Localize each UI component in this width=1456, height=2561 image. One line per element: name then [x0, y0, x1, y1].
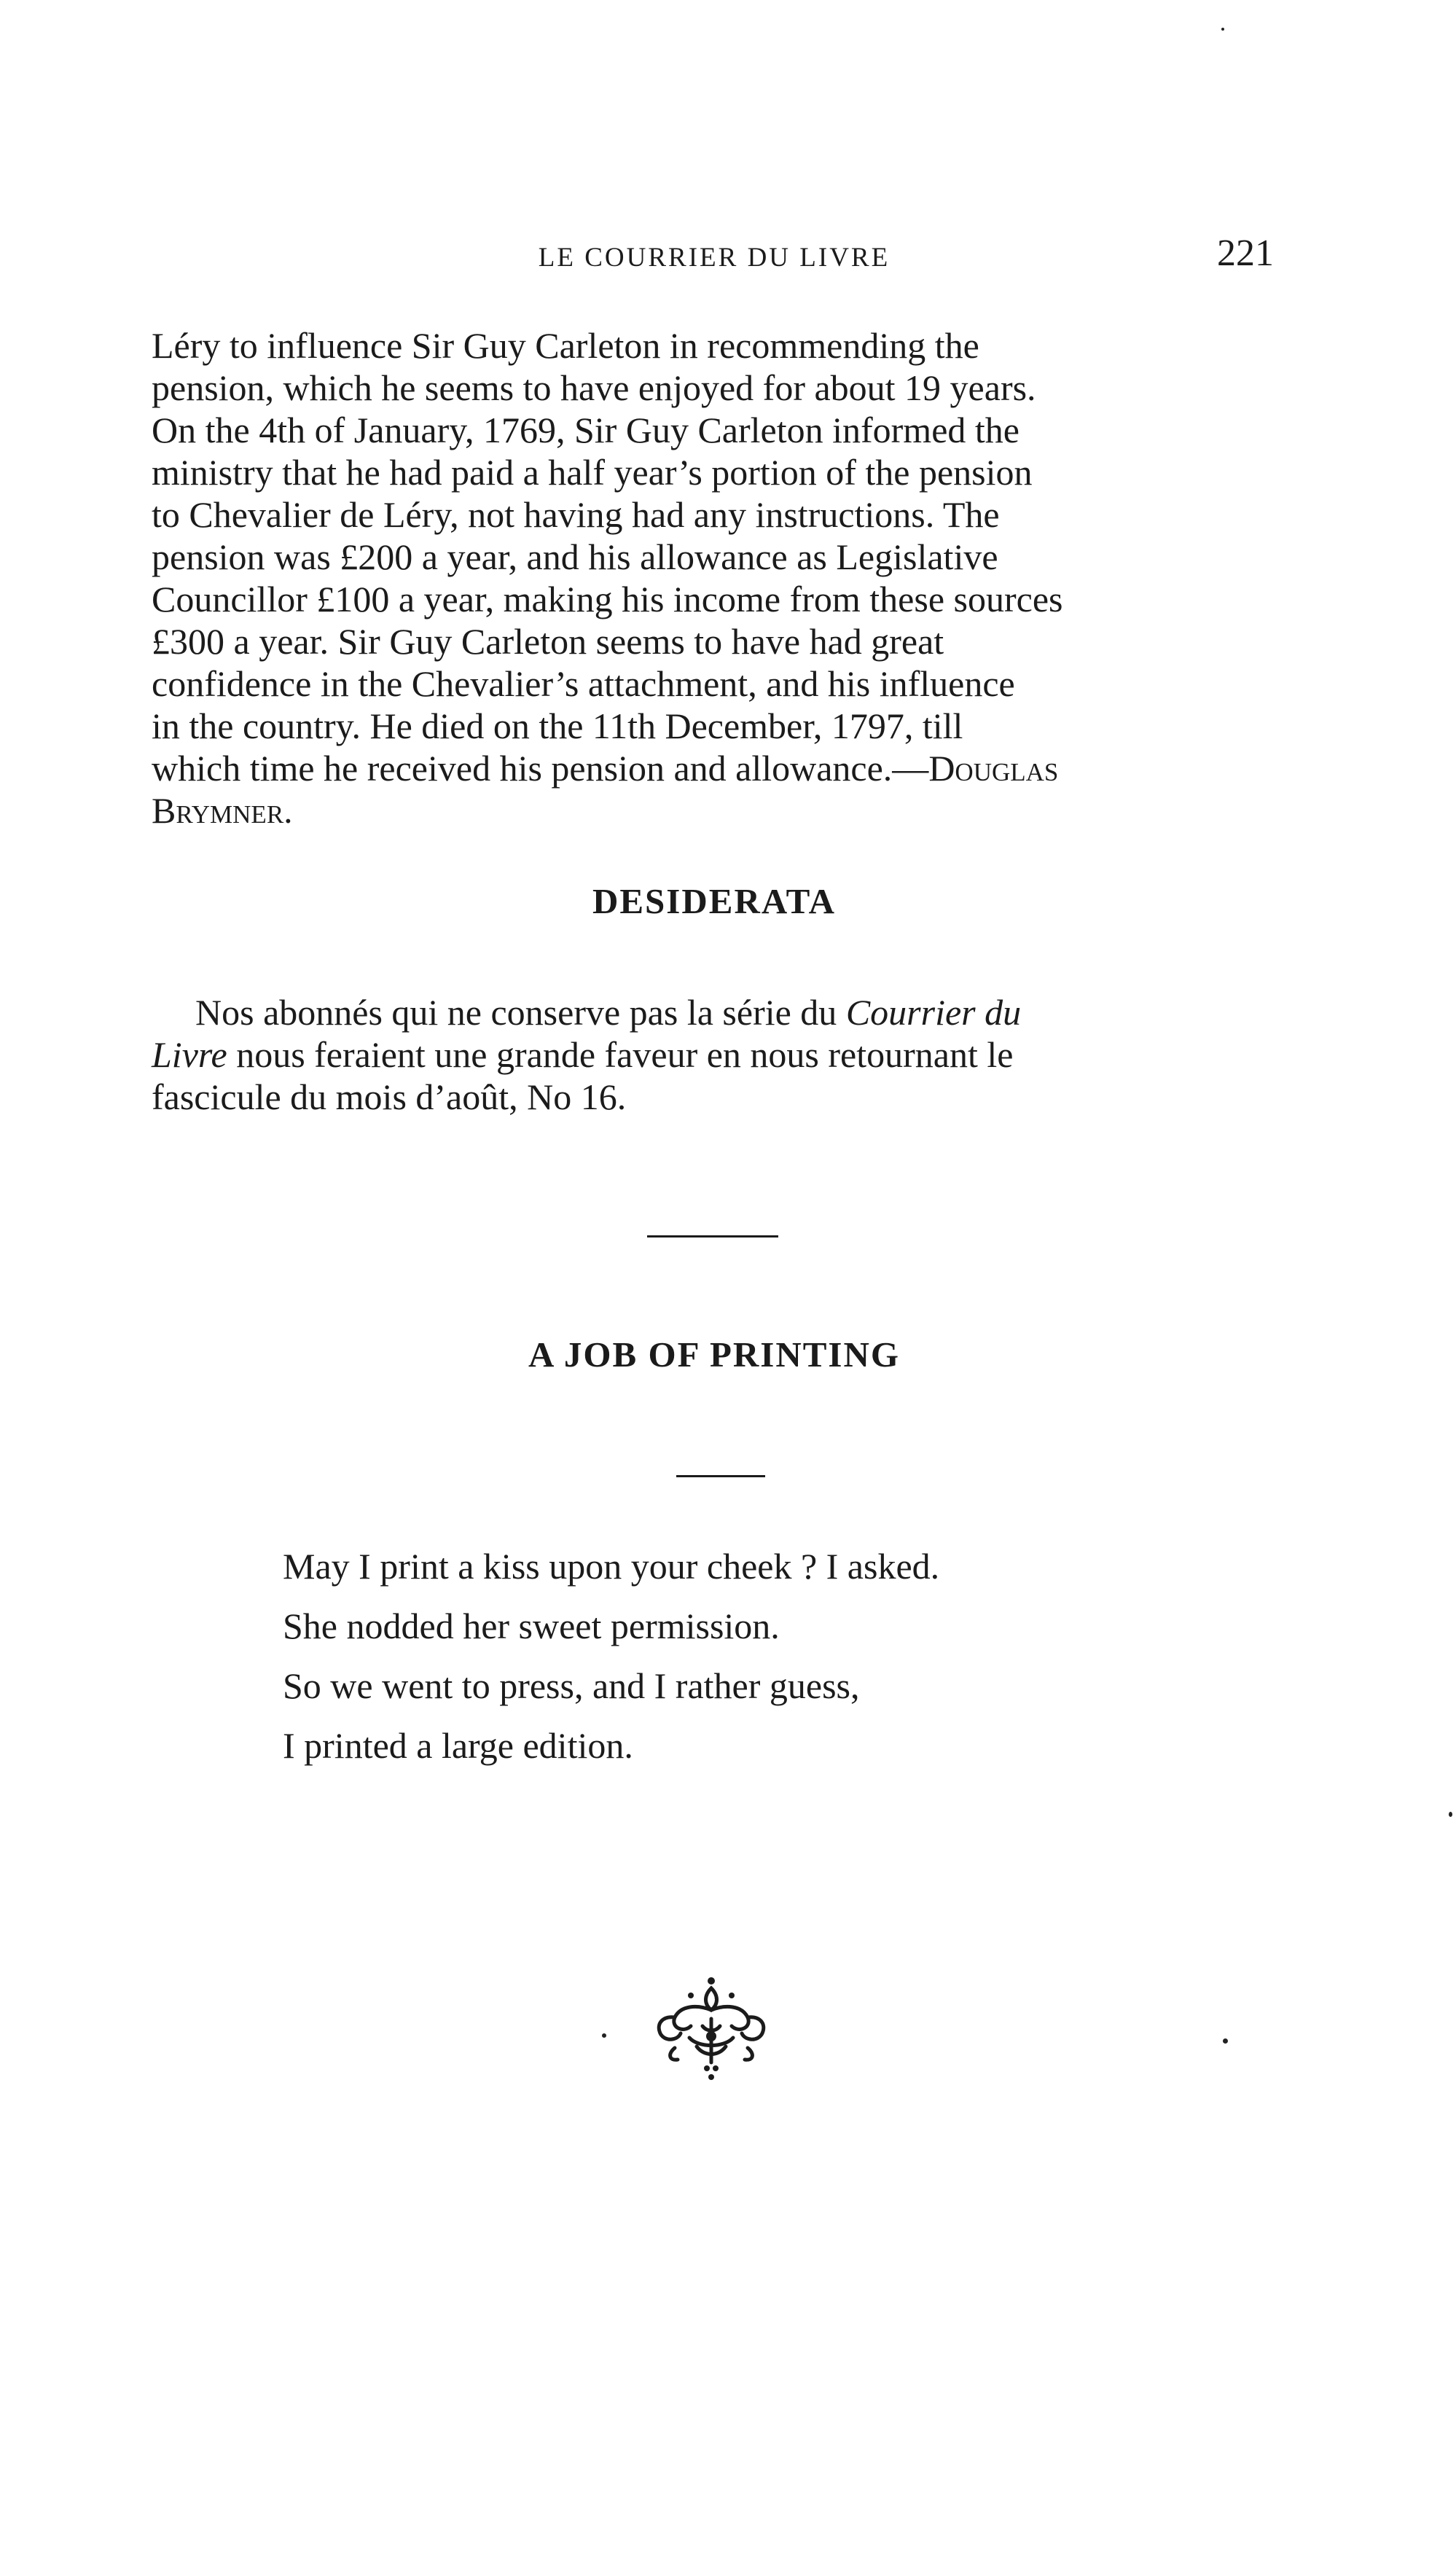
text-line-with-signature — [152, 747, 1277, 789]
text-line: to Chevalier de Léry, not having had any instructions. The — [152, 494, 1000, 535]
floral-ornament-icon — [646, 1975, 777, 2084]
scan-speck — [1221, 28, 1224, 31]
text-line: ministry that he had paid a half year’s portion of the pension — [152, 452, 1033, 493]
text-line: On the 4th of January, 1769, Sir Guy Carleton informed the — [152, 410, 1019, 450]
signature-part-2: Brymner. — [152, 790, 293, 831]
desiderata-line-3: fascicule du mois d’août, No 16. — [152, 1076, 627, 1117]
running-title: LE COURRIER DU LIVRE — [538, 243, 891, 273]
desiderata-text: nous feraient une grande faveur en nous retournant le — [227, 1034, 1014, 1075]
text-line: pension was £200 a year, and his allowance as Legislative — [152, 536, 998, 577]
poem-line: I printed a large edition. — [283, 1725, 633, 1766]
letter-paragraph — [152, 324, 1277, 832]
desiderata-line-1 — [152, 991, 1277, 1033]
job-of-printing-heading: A JOB OF PRINTING — [528, 1334, 900, 1375]
text-line: Léry to influence Sir Guy Carleton in recommending the — [152, 325, 979, 366]
scan-speck — [602, 2033, 606, 2038]
signature-part-1: Douglas — [928, 748, 1059, 789]
poem-line: So we went to press, and I rather guess, — [283, 1665, 860, 1706]
scan-speck — [1449, 1812, 1452, 1817]
running-head — [152, 232, 1277, 283]
heading-rule — [676, 1475, 765, 1477]
desiderata-heading: DESIDERATA — [592, 881, 837, 921]
text-line: pension, which he seems to have enjoyed for about 19 years. — [152, 367, 1036, 408]
desiderata-paragraph — [152, 991, 1277, 1118]
poem — [283, 1536, 1230, 1775]
desiderata-line-2 — [152, 1033, 1277, 1076]
desiderata-text: Nos abonnés qui ne conserve pas la série du — [195, 992, 846, 1033]
scan-speck — [1223, 2038, 1228, 2044]
section-divider-rule — [647, 1235, 778, 1238]
poem-line: She nodded her sweet permission. — [283, 1606, 780, 1646]
journal-title-part: Livre — [152, 1034, 227, 1075]
text-line: Councillor £100 a year, making his income from these sources — [152, 579, 1063, 619]
poem-line: May I print a kiss upon your cheek ? I asked. — [283, 1546, 940, 1587]
journal-title-part: Courrier du — [845, 992, 1022, 1033]
text-line: £300 a year. Sir Guy Carleton seems to have had great — [152, 621, 944, 662]
page-number: 221 — [1217, 232, 1274, 274]
text-line: confidence in the Chevalier’s attachment, and his influence — [152, 663, 1015, 704]
text-line: in the country. He died on the 11th December, 1797, till — [152, 705, 963, 746]
text-line: which time he received his pension and allowance.— — [152, 748, 929, 789]
